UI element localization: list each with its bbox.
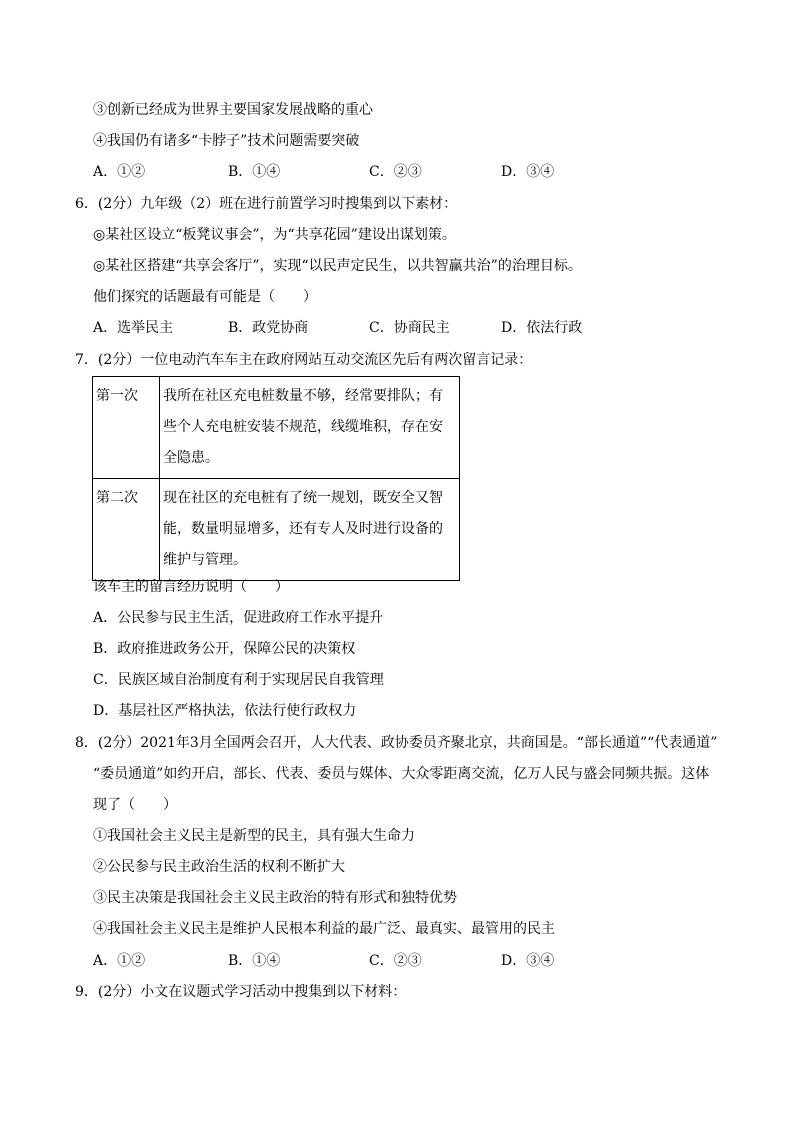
- q8-option-b[interactable]: B．①④: [228, 953, 281, 969]
- q7-row2-text: 现在社区的充电桩有了统一规划，既安全又智能，数量明显增多，还有专人及时进行设备的维护与管理。: [160, 479, 460, 581]
- q5-option-b[interactable]: B．①④: [228, 164, 281, 180]
- q8-stem-line-2: “委员通道”如约开启，部长、代表、委员与媒体、大众零距离交流，亿万人民与盛会同频共振。这体: [93, 766, 710, 782]
- q6-option-c[interactable]: C．协商民主: [369, 320, 450, 336]
- table-row: [93, 479, 460, 581]
- q7-option-a[interactable]: A．公民参与民主生活，促进政府工作水平提升: [93, 610, 384, 626]
- q8-item-2: ②公民参与民主政治生活的权利不断扩大: [93, 859, 345, 875]
- q6-option-a[interactable]: A．选举民主: [93, 320, 174, 336]
- q5-options: [93, 162, 693, 182]
- q5-option-c[interactable]: C．②③: [369, 164, 422, 180]
- q8-item-1: ①我国社会主义民主是新型的民主，具有强大生命力: [93, 828, 415, 844]
- q7-message-table: [92, 376, 460, 581]
- q8-stem-line-3: 现了（ ）: [93, 797, 177, 813]
- q5-option-d[interactable]: D．③④: [501, 164, 555, 180]
- q8-stem-line-1: 8．(2分）2021年3月全国两会召开，人大代表、政协委员齐聚北京，共商国是。“部长通道”“代表通道”: [75, 735, 718, 751]
- q8-item-4: ④我国社会主义民主是维护人民根本利益的最广泛、最真实、最管用的民主: [93, 921, 555, 937]
- q6-material-2: ◎某社区搭建“共享会客厅”，实现“以民声定民生，以共智赢共治”的治理目标。: [93, 258, 582, 274]
- q6-stem: 6．(2分）九年级（2）班在进行前置学习时搜集到以下素材：: [75, 196, 458, 212]
- q7-row1-label: 第一次: [93, 377, 160, 479]
- q6-question: 他们探究的话题最有可能是（ ）: [93, 289, 317, 305]
- q7-stem: 7．(2分）一位电动汽车车主在政府网站互动交流区先后有两次留言记录：: [75, 352, 533, 368]
- q8-option-a[interactable]: A．①②: [93, 953, 146, 969]
- q8-option-c[interactable]: C．②③: [369, 953, 422, 969]
- q6-options: [93, 318, 693, 338]
- q6-material-1: ◎某社区设立“板凳议事会”，为“共享花园”建设出谋划策。: [93, 227, 456, 243]
- q8-item-3: ③民主决策是我国社会主义民主政治的特有形式和独特优势: [93, 890, 457, 906]
- q8-options: [93, 951, 693, 971]
- q5-item-4: ④我国仍有诸多“卡脖子”技术问题需要突破: [93, 133, 360, 149]
- q8-option-d[interactable]: D．③④: [501, 953, 555, 969]
- q6-option-b[interactable]: B．政党协商: [228, 320, 309, 336]
- q7-option-c[interactable]: C．民族区域自治制度有利于实现居民自我管理: [93, 672, 384, 688]
- q7-option-d[interactable]: D．基层社区严格执法，依法行使行政权力: [93, 703, 357, 719]
- q5-option-a[interactable]: A．①②: [93, 164, 146, 180]
- q7-row1-text: 我所在社区充电桩数量不够，经常要排队；有些个人充电桩安装不规范，线缆堆积，存在安全隐患。: [160, 377, 460, 479]
- q7-row2-label: 第二次: [93, 479, 160, 581]
- q6-option-d[interactable]: D．依法行政: [501, 320, 583, 336]
- q5-item-3: ③创新已经成为世界主要国家发展战略的重心: [93, 102, 373, 118]
- q7-option-b[interactable]: B．政府推进政务公开，保障公民的决策权: [93, 641, 356, 657]
- q7-question: 该车主的留言经历说明（ ）: [93, 579, 289, 595]
- q9-stem: 9．(2分）小文在议题式学习活动中搜集到以下材料：: [75, 984, 407, 1000]
- table-row: [93, 377, 460, 479]
